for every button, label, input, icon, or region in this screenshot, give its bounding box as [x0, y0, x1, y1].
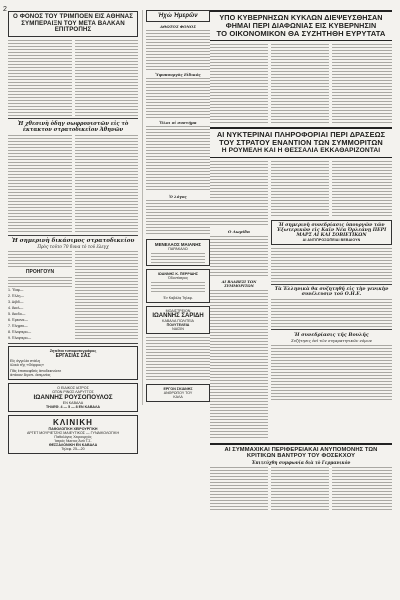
column-left [8, 11, 138, 457]
program-list [8, 287, 72, 341]
lead-story-text-a [8, 40, 72, 116]
ad-saridis: ΜΟΔΙΣΤΡΕΙΟΝ ΙΩΑΝΝΗΣ ΣΑΡΙΔΗ ΚΑΒΑΛΑ ΠΟΛΙΤΕΙΑ ΠΟΛΥΤΕΛΕΙΑ ΝΑΙΣΙΝ [146, 306, 210, 334]
list-item: 6. Ἐρεανα— [8, 317, 28, 322]
clinic-title: ΚΛΙΝΙΚΗ [53, 417, 93, 427]
column-header-box [146, 10, 210, 22]
lead-story-body [8, 40, 138, 116]
uno-headline: Τὰ Ἑλληνικὰ θα συζητηθῆ εἰς τὴν γενικὴν συνέλευσιν τοῦ Ο.Η.Ε. [274, 287, 389, 298]
lead-story-box [8, 11, 138, 37]
ad-dentist: ΙΩΑΝΝΗΣ Κ. ΠΕΡΡΙΔΗΣ Ὀδοντίατρος Ἐν Καβάλᾳ Τηλεφ. [146, 269, 210, 303]
list-item: 2. Ἐλλη— [8, 293, 24, 298]
list-item: 1. Ἔαφ— [8, 287, 24, 292]
story3-subhead: Πρὸς τοῦτο 70 δυνα τὸ τοῦ ἐλεγχ [37, 243, 109, 249]
clinic-ad: ΚΛΙΝΙΚΗ ΠΑΘΟΛΟΓΙΚΗ ΧΕΙΡΟΥΡΓΙΚΗ ΑΡΓΕΤ ΜΟΥΡΙΕΤΖΗΣ ΜΑΙΕΥΤΙΚΟΣ — ΓΥΝΑΙΚΟΛΟΓΙΚΗ Παθολόγος Χειρουργός Ἰατρός Νυκτος Ἀνά Τ.Σ. ΘΕΣΣΑΛΟΝΙΚΗ ΕΝ ΚΑΒΑΛΑ Τηλεφ. 25—20 [8, 415, 138, 454]
mid-subheadline: Η ΡΟΥΜΕΛΗ ΚΑΙ Η ΘΕΣΣΑΛΙΑ ΕΚΚΑΘΑΡΙΖΟΝΤΑΙ [221, 146, 381, 154]
top-headline: ΥΠΟ ΚΥΒΕΡΝΗΣΩΝ ΚΥΚΛΩΝ ΔΙΕΨΕΥΣΘΗΣΑΝ ΦΗΜΑΙ ΠΕΡΙ ΔΙΑΦΩΝΙΑΣ ΕΙΣ ΚΥΒΕΡΝΗΣΙΝ [219, 13, 383, 30]
list-item: 7. Ἐληφτο— [8, 323, 28, 328]
doctor-ad: Ο ΕΙΔΙΚΟΣ ΙΑΤΡΟΣ ΩΤΩΝ ΡΙΝΟΣ ΛΑΡΥΓΓΟΣ ΙΩΑΝΝΗΣ ΡΟΥΣΟΠΟΥΛΟΣ ΕΝ ΚΑΒΑΛΑ ΤΗΛΕΦ. 4 — 5 — 8 ΕΝ ΚΑΒΑΛΑ [8, 383, 138, 412]
story3-headline: Ἡ σημερινὴ δικάσιμος στρατοδικείου [11, 237, 135, 244]
lead-headline: Ο ΦΟΝΟΣ ΤΟΥ ΤΡΙΜΠΟΕΝ ΕΙΣ ΑΘΗΝΑΣ ΣΥΜΠΕΡΑΙΞΝ ΤΟΥ ΜΕΤΑ ΒΑΛΚΑΝ ΕΠΙΤΡΟΠΗΣ [12, 13, 134, 33]
bottom-headline: ΑΙ ΣΥΜΜΑΧΙΚΑΙ ΠΕΡΙΦΕΡΕΙΑΚΑΙ ΑΝΥΠΟΜΟΝΗΣ ΤΩΝ ΚΡΙΤΙΚΩΝ ΒΑΝΤΡΟΥ ΤΟΥ ΦΟΣΕΚΧΟΥ [224, 446, 378, 459]
top-headline-2: ΤΟ ΟΙΚΟΝΟΜΙΚΟΝ ΘΑ ΣΥΖΗΤΗΘΗ ΕΥΡΥΤΑΤΑ [216, 29, 386, 39]
story2-headline: Ἡ χθεσινὴ ὁδηγ σωφρονιστῶν εἰς τὸ ἐκτακτον στρατοδικεῖον Ἀθηνῶν [17, 120, 129, 133]
classified-ad-box: Ζητεῖται τυποματογράφος ΕΡΓΑΣΙΑΣ ΣΑΣ Εἰς ἀγγελία στάλη ὑλικὸ τῆς «Θάρρος» Πᾶς ἐπισκεφθεὶς ἀποδεικνύετε ἀπίαιον Ἀγαπ- ἀσεμνίας [8, 346, 138, 380]
column-middle: Ἡχὼ Ἡμερῶν ΑΘΩΤΟΣ ΦΟΝΟΣ Ὑφυπουργὸς Εἰδικός Ὅλοι οἱ συστήμα Ὁ λόγος ΜΕΝΕΛΑΟΣ ΜΑΙΑΝΗΣ ΠΑΡΑΚΑΛΩ ΙΩΑΝΝΗΣ Κ. ΠΕΡΡΙΔΗΣ Ὀδοντίατρος Ἐν Καβάλᾳ Τηλεφ. ΜΟΔΙΣΤΡΕΙΟΝ ΙΩΑΝΝΗΣ ΣΑΡΙΔΗ ΚΑΒΑΛΑ ΠΟΛΙΤΕΙΑ ΠΟΛΥΤΕΛΕΙΑ ΝΑΙΣΙΝ ΕΡΓΟΝ ΣΚΙΑΝΗΣ ΑΝΘΡΩΠΟΥ ΤΟΥ ΚΑΛΑ [142, 10, 210, 405]
bottom-headline-block: ΑΙ ΣΥΜΜΑΧΙΚΑΙ ΠΕΡΙΦΕΡΕΙΑΚΑΙ ΑΝΥΠΟΜΟΝΗΣ ΤΩΝ ΚΡΙΤΙΚΩΝ ΒΑΝΤΡΟΥ ΤΟΥ ΦΟΣΕΚΧΟΥ Ἐπιτεύχθη συμφωνία διὰ τὸ Γερμανικόν [210, 443, 392, 465]
story2-text-a [8, 135, 72, 233]
list-item: 4. Ἀκελ— [8, 305, 24, 310]
box-foreign-ministers: Ἡ σημερινὴ συνεδρίασις ὑπουργῶν τῶν Ἐξωτερικῶν εἰς Καῖν Νέα Ὀρλεάνῃ ΠΕΡΙ ΜΑΡΣ ΑΙ ΚΑΙ ΣΟΒΙΕΤΙΚΩΝ ΑΙ ΑΝΤΙΠΡΟΣΩΠΕΙΑΙ ΒΕΒΑΙΟΥΝ [271, 220, 392, 246]
mid-headline: ΑΙ ΝΥΚΤΕΡΙΝΑΙ ΠΛΗΡΟΦΟΡΙΑΙ ΠΕΡΙ ΔΡΑΣΕΩΣ ΤΟΥ ΣΤΡΑΤΟΥ ΕΝΑΝΤΙΟΝ ΤΩΝ ΣΥΜΜΟΡΙΤΩΝ [216, 130, 386, 147]
column-headline: Ἡχὼ Ἡμερῶν [158, 13, 198, 19]
story3-text-a [8, 251, 72, 267]
ad-menelaos: ΜΕΝΕΛΑΟΣ ΜΑΙΑΝΗΣ ΠΑΡΑΚΑΛΩ [146, 239, 210, 266]
story3-text-b [75, 251, 138, 341]
list-item: 9. Ἐλεφτερο— [8, 335, 32, 340]
ad-saridis-name: ΙΩΑΝΝΗΣ ΣΑΡΙΔΗ [152, 313, 204, 320]
ad-bottom-middle: ΕΡΓΟΝ ΣΚΙΑΝΗΣ ΑΝΘΡΩΠΟΥ ΤΟΥ ΚΑΛΑ [146, 384, 210, 402]
doctor-name: ΙΩΑΝΝΗΣ ΡΟΥΣΟΠΟΥΛΟΣ [33, 393, 113, 401]
top-headline-block [210, 10, 392, 41]
parliament-headline: Ἡ συνεδρίασις τῆς Βουλῆς [294, 332, 369, 339]
column-right: ΥΠΟ ΚΥΒΕΡΝΗΣΩΝ ΚΥΚΛΩΝ ΔΙΕΨΕΥΣΘΗΣΑΝ ΦΗΜΑΙ ΠΕΡΙ ΔΙΑΦΩΝΙΑΣ ΕΙΣ ΚΥΒΕΡΝΗΣΙΝ ΤΟ ΟΙΚΟΝΟΜΙΚΟΝ ΘΑ ΣΥΖΗΤΗΘΗ ΕΥΡΥΤΑΤΑ ΑΙ ΝΥΚΤΕΡΙΝΑΙ ΠΛΗΡΟΦΟΡΙΑΙ ΠΕΡΙ ΔΡΑΣΕΩΣ ΤΟΥ ΣΤΡΑΤΟΥ ΕΝΑΝΤΙΟΝ ΤΩΝ ΣΥΜΜΟΡΙΤΩΝ Η ΡΟΥΜΕΛΗ ΚΑΙ Η ΘΕΣΣΑΛΙΑ ΕΚΚΑΘΑΡΙΖΟΝΤΑΙ Ο Λωρίδα ΑΙ ΒΛΑΒΕΣΙ ΤΩΝ ΣΥΜΜΟΡΙΤΩΝ Ἡ σημερινὴ συνεδρίασις ὑπουργῶν τῶν Ἐξωτερικῶν εἰς Καῖν Νέα Ὀρλεάνῃ ΠΕΡΙ ΜΑΡΣ ΑΙ ΚΑΙ ΣΟΒΙΕΤΙΚΩΝ ΑΙ ΑΝΤΙΠΡΟΣΩΠΕΙΑΙ ΒΕΒΑΙΟΥΝ Τὰ Ἑλληνικὰ θα συζητηθῆ εἰς τὴν γενικὴν συνέλευσιν τοῦ Ο.Η.Ε. Ἡ συνεδρίασις τῆς Βουλῆς Συζήτησις ἐπὶ τῶν συγκρατητικῶν νόμων ΑΙ ΣΥΜΜΑΧΙΚΑΙ ΠΕΡΙΦΕΡΕΙΑΚΑΙ ΑΝΥΠΟΜΟΝΗΣ ΤΩΝ ΚΡΙΤΙΚΩΝ ΒΑΝΤΡΟΥ ΤΟΥ ΦΟΣΕΚΧΟΥ Ἐπιτεύχθη συμφωνία διὰ τὸ Γερμανικόν [210, 10, 392, 511]
mid-headline-block [210, 127, 392, 157]
list-item: 3. Διβιδ— [8, 299, 24, 304]
list-item: 8. Ἐλεφτερο— [8, 329, 32, 334]
page-number: 2 [3, 6, 7, 13]
story2-text-b [75, 135, 138, 233]
program-title: ΠΡΟΗΓΟΥΝ [25, 268, 55, 275]
list-item: 5. Ἀκεδο— [8, 311, 26, 316]
lead-story-text-b [75, 40, 138, 116]
